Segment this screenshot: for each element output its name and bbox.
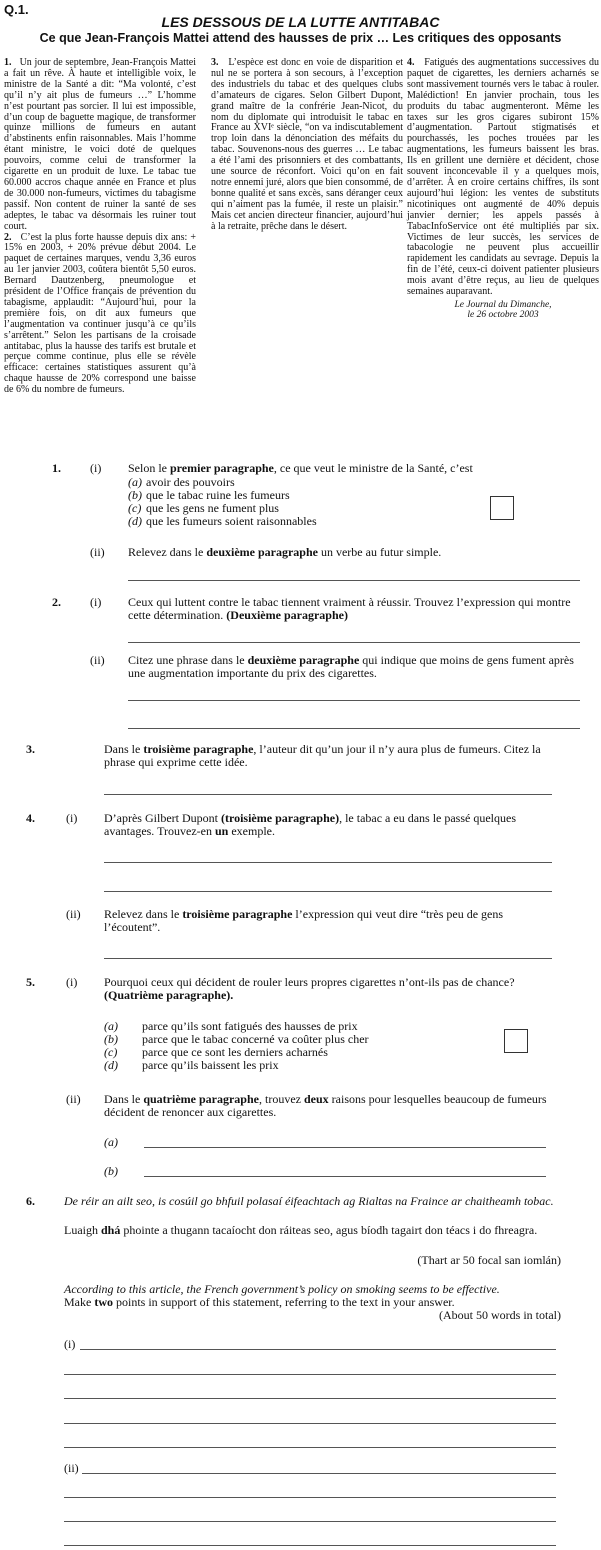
question-number: Q.1. bbox=[4, 2, 29, 17]
option-c[interactable]: (c) parce que ce sont les derniers acharnés bbox=[104, 1045, 328, 1059]
q5-number: 5. bbox=[26, 975, 35, 989]
q5-answer-box[interactable] bbox=[504, 1029, 528, 1053]
q6-irish-statement: De réir an ailt seo, is cosúil go bhfuil polasaí éifeachtach ag Rialtas na Fraince ar chaitheamh tobac. bbox=[64, 1194, 554, 1208]
paragraph-1: Un jour de septembre, Jean-François Mattei a fait un rêve. À haute et intelligible voix, le ministre de la Santé a dit: “Ma volonté, c’est qu’il n’y ait plus de fumeurs …” L’homme n’est pourtant pas sorcier. Il lui est impossible, d’un coup de baguette magique, de transformer quinze millions de fumeurs en autant d’abstinents enfin raisonnables. Mais l’homme étant ministre, le voici doté de quelques pouvoirs, comme celui de transformer la cigarette en un produit de luxe. Le tabac tue 60.000 accros chaque année en France et plus de 30.000 non-fumeurs, victimes du tabagisme passif. Non content de ruiner la santé de ses adeptes, le tabac va désormais les ruiner tout court. bbox=[4, 57, 196, 232]
paragraph-2: C’est la plus forte hausse depuis dix ans: + 15% en 2003, + 20% prévue début 2004. Le paquet de certaines marques, vendu 3,36 euros au 1er janvier 2003, coûtera bientôt 5,50 euros. Bernard Dautzenberg, pneumologue et président de l’Office français de prévention du tabagisme, applaudit: “Aujourd’hui, pour la première fois, on dit aux fumeurs que l’augmentation va continuer jusqu’à ce qu’ils s’arrêtent.” Selon les partisans de la croisade antitabac, plus la hausse des tarifs est brutale et perçue comme continue, plus elle se révèle efficace: certaines statistiques assurent qu’à chaque hausse de 20% correspond une baisse de 6% du nombre de fumeurs. bbox=[4, 231, 196, 396]
article-column-3 bbox=[407, 58, 599, 320]
answer-line[interactable] bbox=[104, 958, 552, 959]
answer-line[interactable] bbox=[128, 700, 580, 701]
q2-i-prompt: Ceux qui luttent contre le tabac tiennent vraiment à réussir. Trouvez l’expression qui montre cette détermination. (Deuxième paragraphe) bbox=[128, 595, 571, 622]
answer-line[interactable] bbox=[128, 580, 580, 581]
q6-irish-word-count: (Thart ar 50 focal san iomlán) bbox=[417, 1253, 561, 1267]
q4-ii-prompt: Relevez dans le troisième paragraphe l’expression qui veut dire “très peu de gens l’écoutent”. bbox=[104, 907, 504, 934]
paragraph-number: 1. bbox=[4, 57, 12, 68]
answer-line[interactable] bbox=[144, 1176, 546, 1177]
answer-line[interactable] bbox=[104, 794, 552, 795]
paragraph-4: Fatigués des augmentations successives du paquet de cigarettes, les derniers acharnés se sont massivement tournés vers le tabac à rouler. Malédiction! En janvier prochain, tous les produits du tabac augmenteront. Même les taxes sur les gros cigares subiront 15% d’augmentation. Partout stigmatisés et pourchassés, les poches trouées par les augmentations, les fumeurs baissent les bras. Ils en grillent une dernière et décident, chose souvent inconcevable il y a quelques mois, d’arrêter. À en croire certains chiffres, ils sont aujourd’hui légion: les ventes de substituts nicotiniques ont augmenté de 40% depuis janvier dernier; les appels passés à TabacInfoService ont été multipliés par six. Victimes de leur succès, les services de tabacologie ne peuvent plus accueillir rapidement les candidats au sevrage. Depuis la fin de l’été, ceux-ci doivent patienter plusieurs mois avant d’être reçus, au lieu de quelques semaines auparavant. bbox=[407, 57, 599, 298]
answer-line[interactable] bbox=[104, 862, 552, 863]
q4-ii-label: (ii) bbox=[66, 907, 81, 921]
q1-ii-label: (ii) bbox=[90, 545, 105, 559]
q1-i-prompt: Selon le premier paragraphe, ce que veut le ministre de la Santé, c’est bbox=[128, 461, 473, 475]
q5-i-label: (i) bbox=[66, 975, 78, 989]
option-d[interactable]: (d) que les fumeurs soient raisonnables bbox=[128, 514, 317, 528]
q5-ii-a-label: (a) bbox=[104, 1135, 118, 1149]
q4-i-label: (i) bbox=[66, 811, 78, 825]
option-d[interactable]: (d) parce qu’ils baissent les prix bbox=[104, 1058, 279, 1072]
q2-i-label: (i) bbox=[90, 595, 102, 609]
answer-line[interactable] bbox=[80, 1349, 556, 1350]
article-column-1 bbox=[4, 58, 196, 396]
q5-ii-prompt: Dans le quatrième paragraphe, trouvez deux raisons pour lesquelles beaucoup de fumeurs décident de renoncer aux cigarettes. bbox=[104, 1092, 547, 1119]
q4-i-prompt: D’après Gilbert Dupont (troisième paragraphe), le tabac a eu dans le passé quelques avantages. Trouvez-en un exemple. bbox=[104, 811, 517, 838]
option-b[interactable]: (b) que le tabac ruine les fumeurs bbox=[128, 488, 290, 502]
q1-options bbox=[128, 476, 317, 528]
answer-line[interactable] bbox=[104, 891, 552, 892]
article-subtitle: Ce que Jean-François Mattei attend des hausses de prix … Les critiques des opposants bbox=[39, 31, 562, 45]
paragraph-3: L’espèce est donc en voie de disparition et nul ne se portera à son secours, à l’exception des industriels du tabac et des quelques clubs d’amateurs de cigares. Selon Gilbert Dupont, grand maître de la confrérie Jean-Nicot, du nom du diplomate qui introduisit le tabac en France au XVIᵉ siècle, “on va indiscutablement trop loin dans la dénonciation des méfaits du tabac. Souvenons-nous des guerres … Le tabac a été l’ami des prisonniers et des combattants, une source de réconfort. Voici qu’on en fait notre ennemi juré, alors que bien consommé, de bonne qualité et sans excès, sans déranger ceux qui n’aiment pas la fumée, il reste un plaisir.” Mais cet ancien directeur financier, aujourd’hui à la retraite, prêche dans le désert. bbox=[211, 57, 404, 232]
option-c[interactable]: (c) que les gens ne fument plus bbox=[128, 501, 279, 515]
q6-english-instruction: Make two points in support of this statement, referring to the text in your answer. bbox=[64, 1295, 455, 1309]
q1-answer-box[interactable] bbox=[490, 496, 514, 520]
q3-prompt: Dans le troisième paragraphe, l’auteur dit qu’un jour il n’y aura plus de fumeurs. Citez la phrase qui exprime cette idée. bbox=[104, 742, 541, 769]
q6-english-statement: According to this article, the French government’s policy on smoking seems to be effective. bbox=[64, 1282, 500, 1296]
q2-ii-prompt: Citez une phrase dans le deuxième paragraphe qui indique que moins de gens fument après une augmentation importante du prix des cigarettes. bbox=[128, 653, 574, 680]
answer-line[interactable] bbox=[144, 1147, 546, 1148]
answer-line[interactable] bbox=[82, 1473, 556, 1474]
q4-number: 4. bbox=[26, 811, 35, 825]
paragraph-number: 2. bbox=[4, 231, 12, 243]
answer-line[interactable] bbox=[64, 1545, 556, 1546]
q5-ii-label: (ii) bbox=[66, 1092, 81, 1106]
option-a[interactable]: (a) avoir des pouvoirs bbox=[128, 475, 235, 489]
q1-number: 1. bbox=[52, 461, 61, 475]
q2-number: 2. bbox=[52, 595, 61, 609]
article-column-2 bbox=[211, 58, 403, 233]
option-b[interactable]: (b) parce que le tabac concerné va coûter plus cher bbox=[104, 1032, 369, 1046]
q5-options bbox=[104, 1020, 369, 1072]
answer-line[interactable] bbox=[64, 1398, 556, 1399]
option-a[interactable]: (a) parce qu’ils sont fatigués des hausses de prix bbox=[104, 1019, 358, 1033]
answer-line[interactable] bbox=[128, 642, 580, 643]
source-citation bbox=[407, 300, 599, 320]
article-title: LES DESSOUS DE LA LUTTE ANTITABAC bbox=[161, 14, 440, 30]
q3-number: 3. bbox=[26, 742, 35, 756]
answer-line[interactable] bbox=[64, 1423, 556, 1424]
q6-english-word-count: (About 50 words in total) bbox=[439, 1308, 561, 1322]
q1-i-label: (i) bbox=[90, 461, 102, 475]
paragraph-number: 3. bbox=[211, 57, 219, 68]
q6-number: 6. bbox=[26, 1194, 35, 1208]
answer-line[interactable] bbox=[64, 1497, 556, 1498]
source-date: le 26 octobre 2003 bbox=[467, 309, 539, 320]
q6-ii-label: (ii) bbox=[64, 1461, 79, 1475]
answer-line[interactable] bbox=[64, 1374, 556, 1375]
paragraph-number: 4. bbox=[407, 57, 415, 68]
q1-ii-prompt: Relevez dans le deuxième paragraphe un verbe au futur simple. bbox=[128, 545, 442, 559]
answer-line[interactable] bbox=[128, 728, 580, 729]
q6-irish-instruction: Luaigh dhá phointe a thugann tacaíocht don ráiteas seo, agus bíodh tagairt don téacs i do fhreagra. bbox=[64, 1223, 538, 1237]
q5-ii-b-label: (b) bbox=[104, 1164, 118, 1178]
q5-i-prompt: Pourquoi ceux qui décident de rouler leurs propres cigarettes n’ont-ils pas de chance? (Quatrième paragraphe). bbox=[104, 975, 515, 1002]
answer-line[interactable] bbox=[64, 1447, 556, 1448]
q6-i-label: (i) bbox=[64, 1337, 76, 1351]
source-name: Le Journal du Dimanche, bbox=[454, 299, 552, 310]
q2-ii-label: (ii) bbox=[90, 653, 105, 667]
answer-line[interactable] bbox=[64, 1521, 556, 1522]
